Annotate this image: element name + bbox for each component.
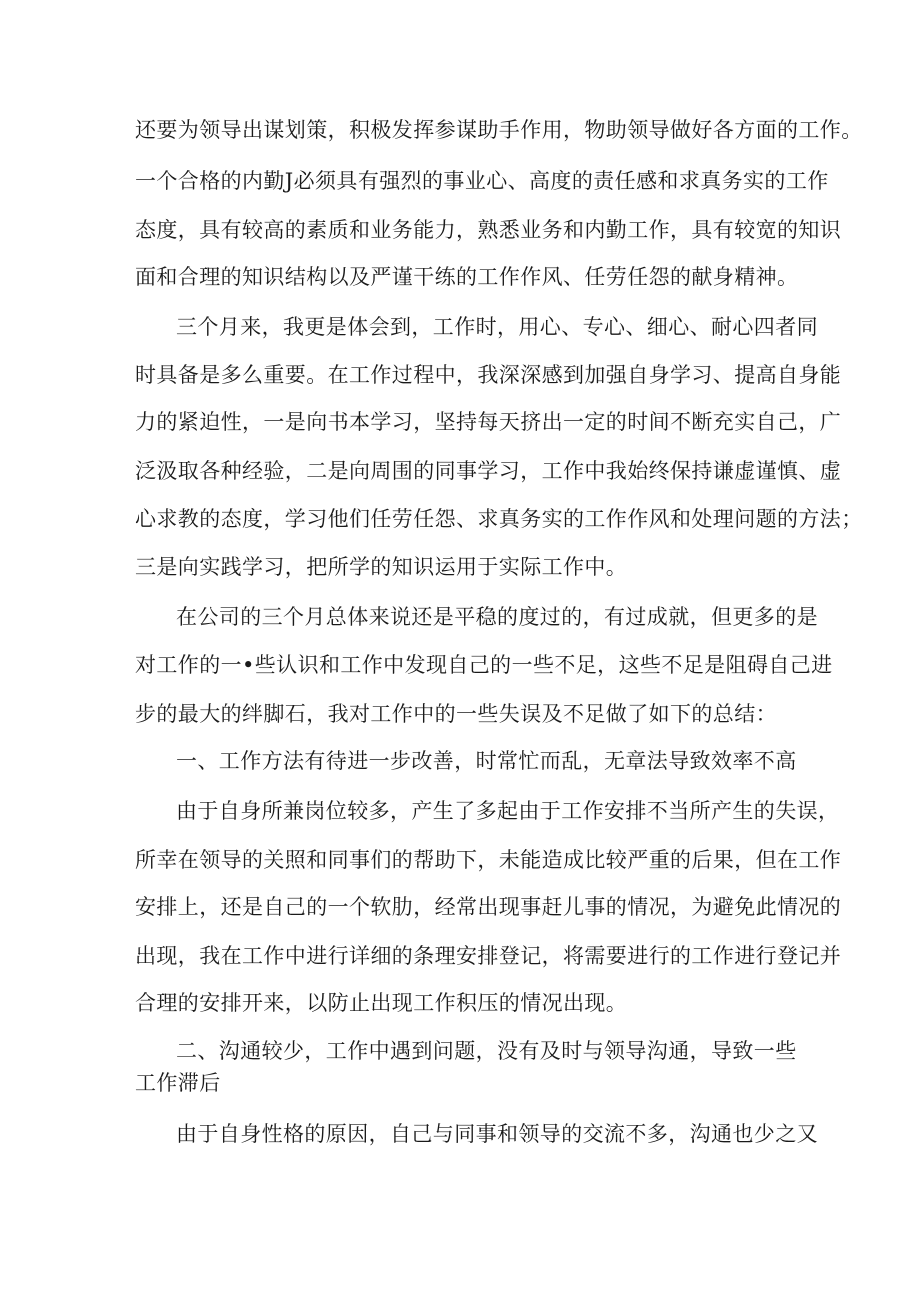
text-line: 三个月来，我更是体会到，工作时，用心、专心、细心、耐心四者同 (176, 315, 818, 339)
text-line: 心求教的态度，学习他们任劳任怨、求真务实的工作作风和处理问题的方法； (135, 507, 863, 531)
text-line: 态度，具有较高的素质和业务能力，熟悉业务和内勤工作，具有较宽的知识 (135, 218, 842, 242)
text-line: 泛汲取各种经验，二是向周围的同事学习，工作中我始终保持谦虚谨慎、虚 (135, 459, 842, 483)
section-heading-continuation: 工作滞后 (135, 1071, 221, 1095)
text-line: 出现，我在工作中进行详细的条理安排登记，将需要进行的工作进行登记并 (135, 944, 842, 968)
text-line: 在公司的三个月总体来说还是平稳的度过的，有过成就，但更多的是 (176, 605, 818, 629)
text-line: 由于自身性格的原因，自己与同事和领导的交流不多，沟通也少之又 (176, 1122, 818, 1146)
text-line: 合理的安排开来，以防止出现工作积压的情况出现。 (135, 991, 628, 1015)
text-line: 安排上，还是自己的一个软肋，经常出现事赶儿事的情况，为避免此情况的 (135, 895, 842, 919)
text-line: 时具备是多么重要。在工作过程中，我深深感到加强自身学习、提高自身能 (135, 363, 842, 387)
text-line: 步的最大的绊脚石，我对工作中的一些失误及不足做了如下的总结： (135, 702, 777, 726)
text-line: 所幸在领导的关照和同事们的帮助下，未能造成比较严重的后果，但在工作 (135, 848, 842, 872)
section-heading: 二、沟通较少，工作中遇到问题，没有及时与领导沟通，导致一些 (176, 1039, 797, 1063)
section-heading: 一、工作方法有待进一步改善，时常忙而乱，无章法导致效率不高 (176, 749, 797, 773)
text-line: 还要为领导出谋划策，积极发挥参谋助手作用，物助领导做好各方面的工作。 (135, 118, 863, 142)
text-line: 一个合格的内勤J必须具有强烈的事业心、高度的责任感和求真务实的工作 (135, 169, 829, 193)
text-line: 三是向实践学习，把所学的知识运用于实际工作中。 (135, 555, 628, 579)
text-line: 力的紧迫性，一是向书本学习，坚持每天挤出一定的时间不断充实自己，广 (135, 410, 842, 434)
text-line: 对工作的一•些认识和工作中发现自己的一些不足，这些不足是阻碍自己进 (135, 653, 833, 677)
text-line: 面和合理的知识结构以及严谨干练的工作作风、任劳任怨的献身精神。 (135, 265, 799, 289)
text-line: 由于自身所兼岗位较多，产生了多起由于工作安排不当所产生的失误， (176, 799, 840, 823)
